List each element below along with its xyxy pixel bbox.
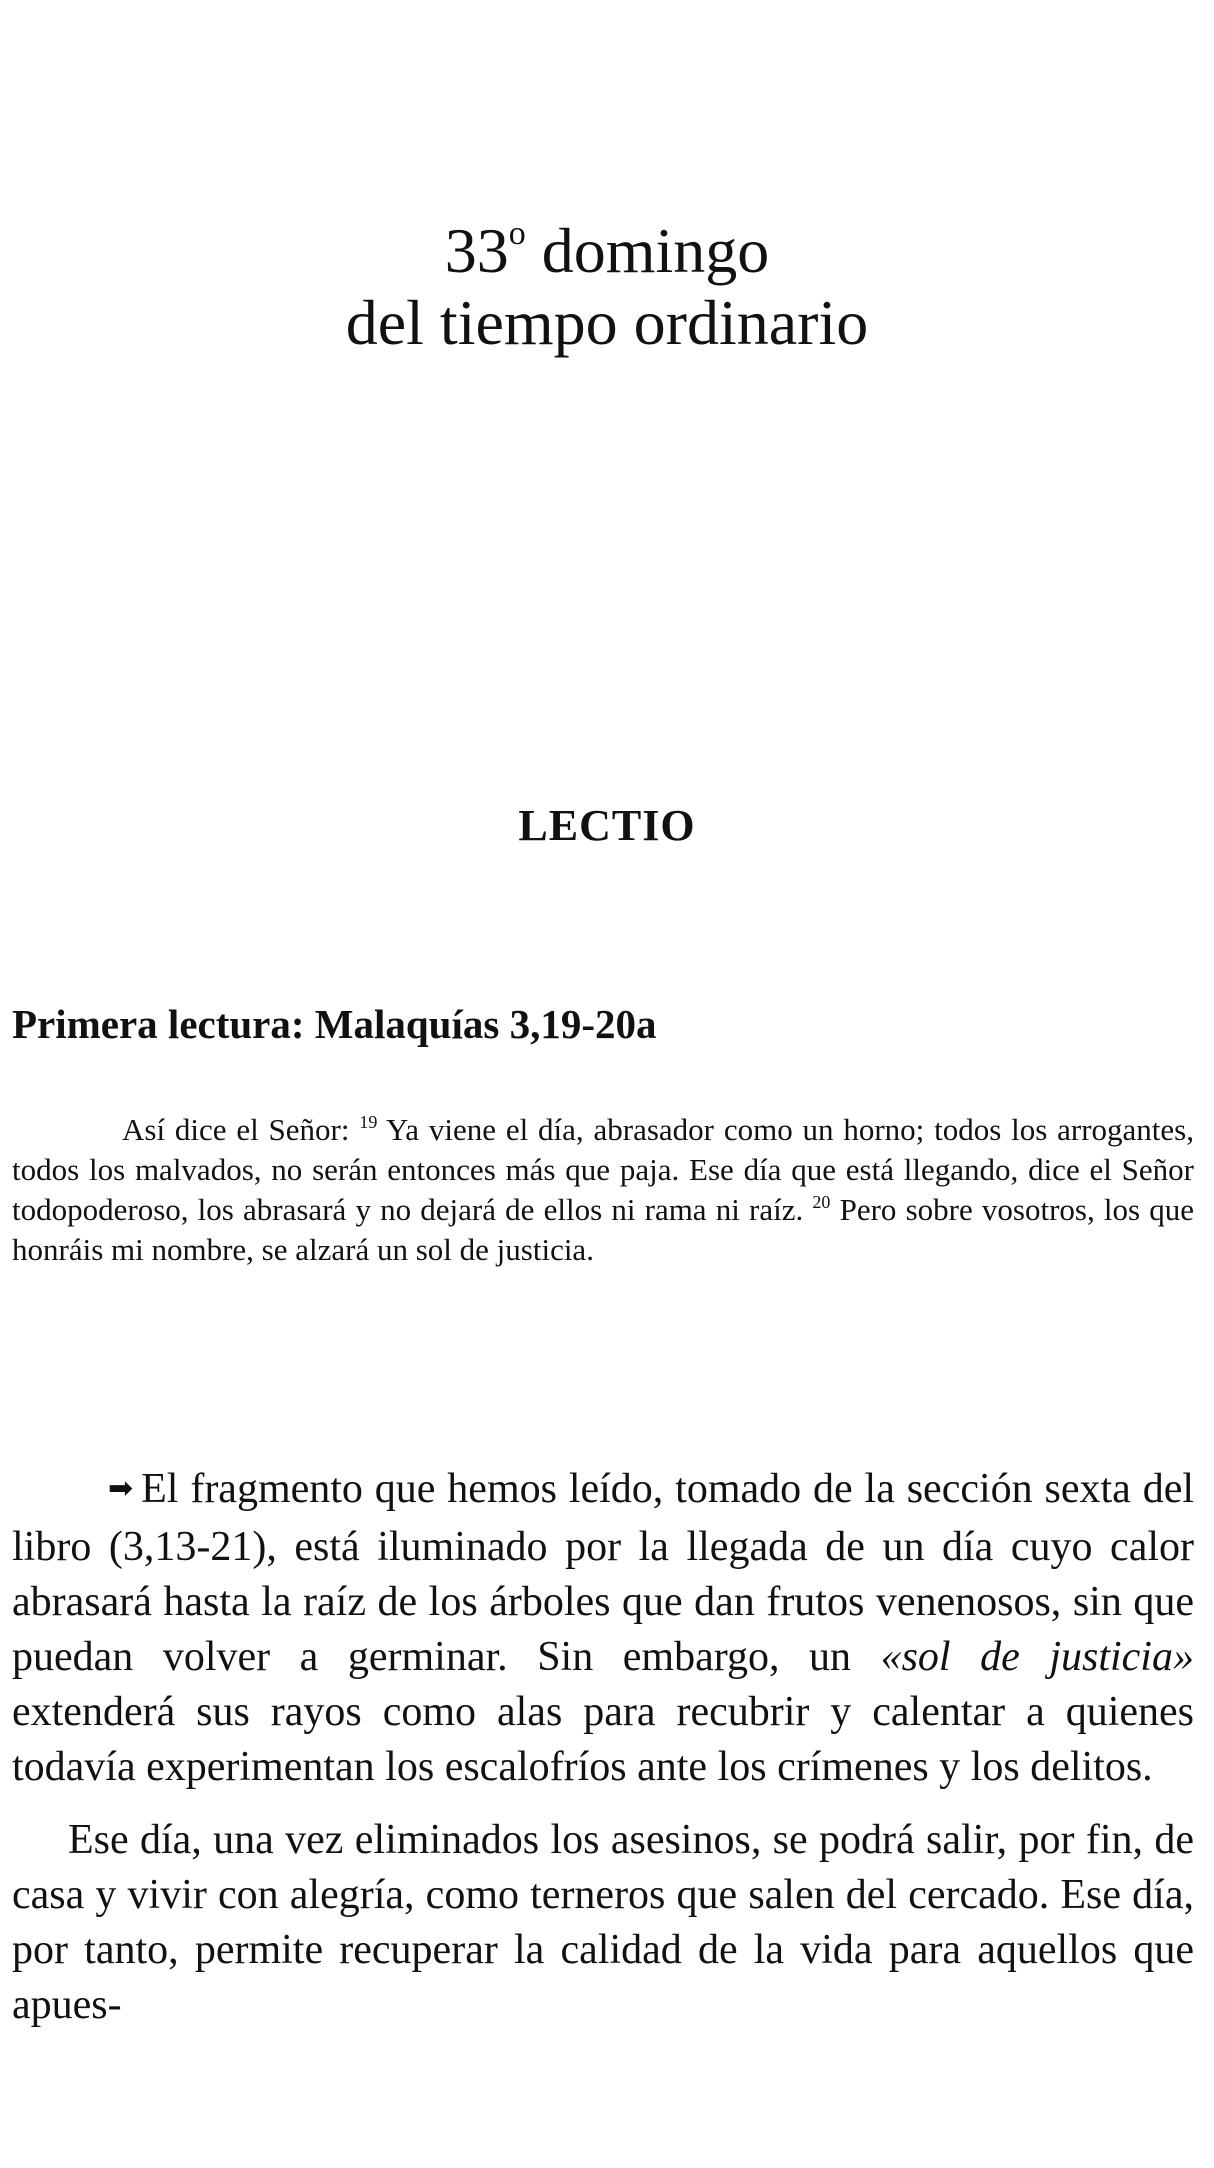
chapter-number: 33 — [444, 214, 509, 286]
section-heading: LECTIO — [518, 801, 696, 850]
verse-number: 20 — [812, 1192, 831, 1212]
verse-number: 19 — [359, 1112, 378, 1132]
commentary-quote: «sol de justicia» — [880, 1634, 1194, 1680]
commentary-paragraph: Ese día, una vez eliminados los asesinos, se podrá salir, por fin, de casa y vivir con alegría, como terneros que salen del cercado. Ese día, por tanto, permite recuperar la calidad de la vida para aquellos que apues- — [12, 1817, 1194, 2028]
verse-text: Pero sobre vosotros, los que honráis mi nombre, se alzará un sol de justicia. — [12, 1192, 1194, 1267]
commentary-paragraph — [12, 1462, 1194, 1795]
ordinal-mark: o — [508, 214, 526, 252]
reading-title: Primera lectura: Malaquías 3,19-20a — [12, 1001, 657, 1047]
chapter-title-line1 — [0, 215, 1214, 287]
verse-text: Ya viene el día, abrasador como un horno; todos los arrogantes, todos los malvados, no serán entonces más que paja. Ese día que está llegando, dice el Señor todopoderoso, los abrasará y no dejará de ellos ni rama ni raíz. — [12, 1112, 1194, 1227]
chapter-title-word: domingo — [525, 214, 770, 286]
commentary — [12, 1462, 1194, 2051]
commentary-text: El fragmento que hemos leído, tomado de la sección sexta del libro (3,13-21), está iluminado por la llegada de un día cuyo calor abrasará hasta la raíz de los árboles que dan frutos venenosos, sin que puedan volver a germinar. Sin embargo, un — [12, 1466, 1194, 1680]
chapter-title-line2: del tiempo ordinario — [345, 286, 869, 358]
chapter-title — [0, 215, 1214, 359]
scripture-intro: Así dice el Señor: — [122, 1112, 360, 1147]
arrow-icon: ➡ — [108, 1471, 134, 1506]
commentary-text: extenderá sus rayos como alas para recubrir y calentar a quienes todavía experimentan los escalofríos ante los crímenes y los delitos. — [12, 1689, 1194, 1790]
scripture-passage — [12, 1110, 1194, 1270]
